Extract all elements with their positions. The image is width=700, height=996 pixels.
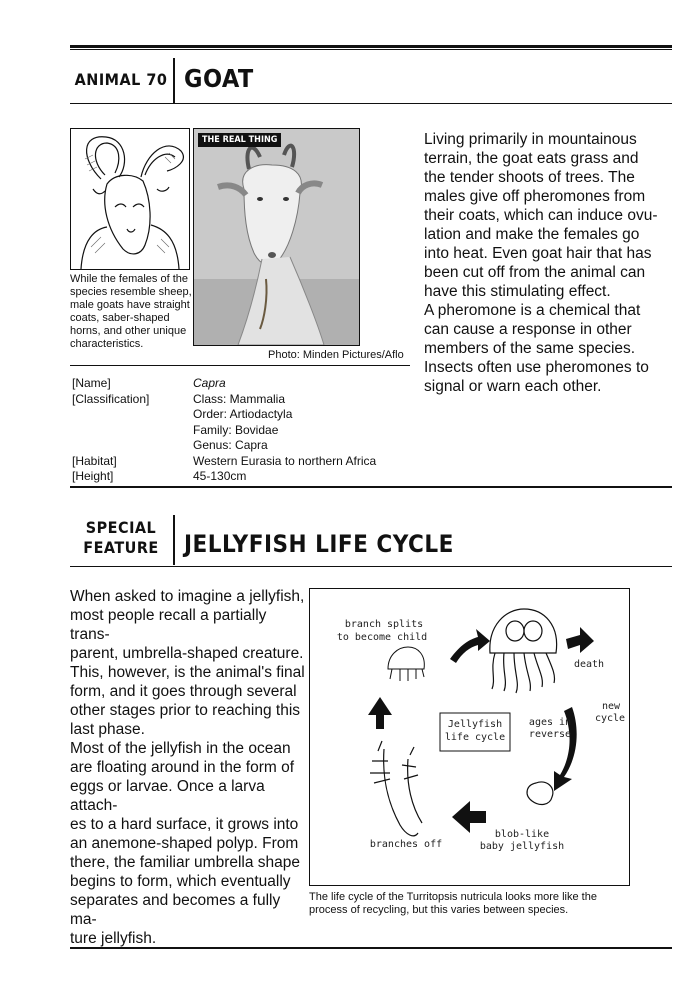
label-branches-off: branches off xyxy=(369,839,443,850)
info-value: Order: Artiodactyla xyxy=(193,407,293,421)
center-label-life-cycle: life cycle xyxy=(444,732,506,743)
center-label-jellyfish: Jellyfish xyxy=(447,719,503,730)
info-label: [Name] xyxy=(72,376,111,390)
special-header-rule xyxy=(70,566,672,567)
label-cycle: cycle xyxy=(594,713,626,724)
photo-credit: Photo: Minden Pictures/Aflo xyxy=(268,349,404,361)
blob-jellyfish-icon xyxy=(527,782,553,805)
info-value: Genus: Capra xyxy=(193,438,268,452)
photo-badge: THE REAL THING xyxy=(198,133,281,147)
info-values xyxy=(193,376,423,485)
info-value: 45-130cm xyxy=(193,469,247,483)
info-label: [Classification] xyxy=(72,391,150,406)
label-ages-in: ages in xyxy=(528,717,572,728)
arrow-up-left-icon xyxy=(368,697,392,729)
special-feature-title: JELLYFISH LIFE CYCLE xyxy=(184,530,454,558)
polyp-branches-icon xyxy=(370,741,422,836)
animal-number-label: ANIMAL 70 xyxy=(74,70,168,89)
animal-description: Living primarily in mountainous terrain, the goat eats grass and the tender shoots of trees. The males give off pheromones from their coats, which can induce ovu- lation and make the females go into heat. Even goat hair that has been cut off from the animal can have this stimulating effect. A pheromone is a chemical that can cause a response in other members of the same species. Insects often use pheromones to signal or warn each other. xyxy=(424,131,658,395)
special-header-divider xyxy=(173,515,175,565)
header-divider xyxy=(173,58,175,103)
label-baby-jellyfish: baby jellyfish xyxy=(479,841,565,852)
bottom-rule xyxy=(70,947,672,949)
info-label xyxy=(72,423,190,439)
info-label xyxy=(72,438,190,454)
jellyfish-life-cycle-diagram xyxy=(309,588,630,886)
arrow-to-adult-icon xyxy=(450,629,490,663)
label-reverse: reverse xyxy=(528,729,572,740)
info-label: [Habitat] xyxy=(72,453,117,468)
goat-illustration xyxy=(70,128,190,270)
animal-title: GOAT xyxy=(184,64,254,93)
photo-credit-rule xyxy=(70,365,410,366)
info-label: [Height] xyxy=(72,469,114,483)
arrow-to-death-icon xyxy=(566,627,594,653)
info-label xyxy=(72,407,190,423)
label-death: death xyxy=(573,659,605,670)
info-labels xyxy=(72,376,190,485)
goat-photo xyxy=(193,128,360,346)
adult-jellyfish-icon xyxy=(490,609,557,693)
arrow-left-bottom-icon xyxy=(452,801,486,833)
label-blob-like: blob-like xyxy=(494,829,550,840)
info-value: Western Eurasia to northern Africa xyxy=(193,453,377,468)
illustration-caption: While the females of the species resemble sheep, male goats have straight coats, saber-shaped horns, and other unique characteristics. xyxy=(70,273,192,350)
animal-header-rule xyxy=(70,103,672,104)
top-rule xyxy=(70,45,672,50)
diagram-caption: The life cycle of the Turritopsis nutricula looks more like the process of recycling, but this varies between species. xyxy=(309,891,597,916)
info-value: Family: Bovidae xyxy=(193,422,279,437)
goat-photo-image xyxy=(194,129,359,345)
special-feature-label: SPECIAL FEATURE xyxy=(83,518,159,557)
label-new: new xyxy=(601,701,621,712)
info-value-name: Capra xyxy=(193,376,226,390)
section-divider xyxy=(70,486,672,488)
special-feature-body: When asked to imagine a jellyfish, most people recall a partially trans- parent, umbrella-shaped creature. This, however, is the animal's final form, and it goes through several other stages prior to reaching this last phase. Most of the jellyfish in the ocean are floating around in the form of eggs or larvae. Once a larva attach- es to a hard surface, it grows into an anemone-shaped polyp. From there, the familiar umbrella shape begins to form, which eventually separates and becomes a fully ma- ture jellyfish. xyxy=(70,588,305,947)
label-branch-splits: branch splits xyxy=(344,619,424,630)
child-jellyfish-icon xyxy=(388,647,424,681)
goat-drawing xyxy=(71,129,189,269)
label-to-become-child: to become child xyxy=(336,632,428,643)
info-value: Class: Mammalia xyxy=(193,391,286,406)
